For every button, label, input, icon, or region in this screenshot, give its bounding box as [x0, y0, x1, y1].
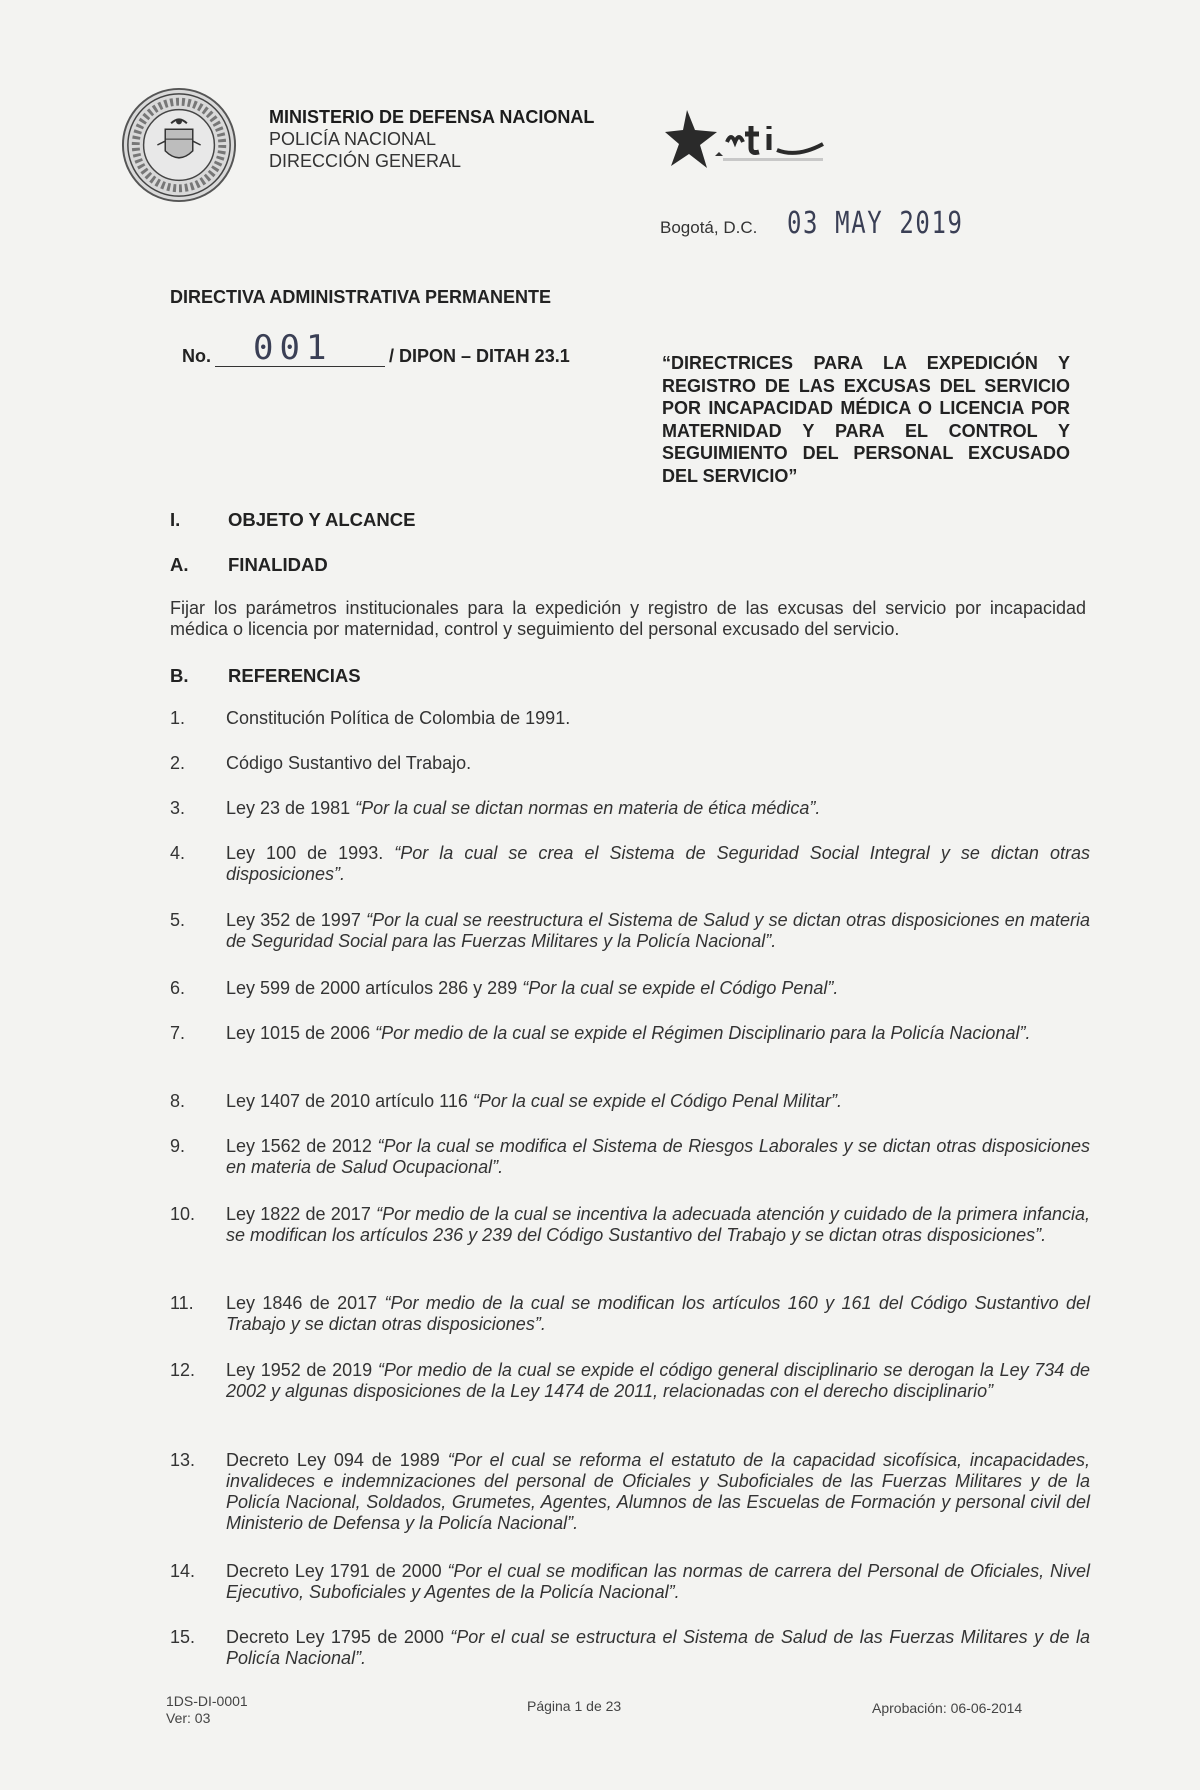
ref-number: 3.	[170, 798, 186, 818]
list-item	[166, 1450, 1090, 1534]
ref-number: 7.	[170, 1023, 186, 1043]
ref-text: Ley 23 de 1981	[226, 798, 356, 818]
section-title: FINALIDAD	[228, 554, 328, 575]
directive-subject: “DIRECTRICES PARA LA EXPEDICIÓN Y REGISTRO DE LAS EXCUSAS DEL SERVICIO POR INCAPACIDAD MÉDICA O LICENCIA POR MATERNIDAD Y PARA EL CONTROL Y SEGUIMIENTO DEL PERSONAL EXCUSADO DEL SERVICIO”	[662, 353, 1070, 486]
ref-title: “Por medio de la cual se modifican los artículos 160 y 161 del Código Sustantivo del Trabajo y se dictan otras disposiciones”.	[226, 1293, 1090, 1334]
ref-number: 14.	[170, 1561, 196, 1581]
ref-text: Decreto Ley 094 de 1989	[226, 1450, 448, 1470]
list-item	[166, 1561, 1090, 1603]
list-item	[166, 910, 1090, 952]
finalidad-text: Fijar los parámetros institucionales para la expedición y registro de las excusas del servicio por incapacidad médica o licencia por maternidad, control y seguimiento del personal excusado del servicio.	[170, 598, 1086, 639]
directive-number-row	[182, 328, 570, 368]
section-title: REFERENCIAS	[228, 665, 361, 686]
list-item	[166, 708, 1090, 729]
list-item	[166, 1136, 1090, 1178]
doc-version: Ver: 03	[166, 1710, 211, 1726]
ref-number: 10.	[170, 1204, 196, 1224]
list-item	[166, 978, 1090, 999]
list-item	[166, 843, 1090, 885]
star-brand-logo-icon	[665, 106, 835, 176]
page-number: Página 1 de 23	[527, 1698, 622, 1714]
date-line	[660, 206, 1008, 241]
date-city: Bogotá, D.C.	[660, 218, 758, 237]
ref-title: “Por el cual se estructura el Sistema de Salud de las Fuerzas Militares y de la Policía Nacional”.	[226, 1627, 1090, 1668]
ref-text: Decreto Ley 1795 de 2000	[226, 1627, 451, 1647]
police-name: POLICÍA NACIONAL	[269, 129, 437, 149]
approval-date: Aprobación: 06-06-2014	[872, 1700, 1023, 1716]
section-title: OBJETO Y ALCANCE	[228, 509, 416, 530]
ref-text: Código Sustantivo del Trabajo.	[226, 753, 472, 773]
list-item	[166, 1204, 1090, 1246]
ref-title: “Por medio de la cual se incentiva la adecuada atención y cuidado de la primera infancia, se modifican los artículos 236 y 239 del Código Sustantivo del Trabajo y se dictan otras disposiciones”.	[226, 1204, 1090, 1245]
date-stamp: 03 MAY 2019	[787, 206, 964, 241]
list-item	[166, 1293, 1090, 1335]
list-item	[166, 1091, 1090, 1112]
ref-title: “Por la cual se expide el Código Penal”.	[522, 978, 839, 998]
ref-title: “Por la cual se expide el Código Penal Militar”.	[472, 1091, 843, 1111]
ref-title: “Por la cual se dictan normas en materia de ética médica”.	[355, 798, 821, 818]
directive-code: / DIPON – DITAH 23.1	[389, 346, 570, 366]
ministry-header	[269, 106, 594, 172]
list-item	[166, 1023, 1090, 1044]
ref-title: “Por la cual se crea el Sistema de Seguridad Social Integral y se dictan otras disposiciones”.	[226, 843, 1090, 884]
ref-text: Constitución Política de Colombia de 1991.	[226, 708, 571, 728]
section-marker: B.	[170, 665, 189, 686]
ref-title: “Por medio de la cual se expide el Régimen Disciplinario para la Policía Nacional”.	[375, 1023, 1031, 1043]
ref-number: 6.	[170, 978, 186, 998]
directive-type: DIRECTIVA ADMINISTRATIVA PERMANENTE	[170, 287, 551, 307]
ref-number: 2.	[170, 753, 186, 773]
ref-number: 11.	[170, 1293, 194, 1313]
ref-number: 15.	[170, 1627, 196, 1647]
ref-number: 8.	[170, 1091, 186, 1111]
list-item	[166, 1627, 1090, 1669]
ref-text: Ley 1822 de 2017	[226, 1204, 377, 1224]
ministry-name: MINISTERIO DE DEFENSA NACIONAL	[269, 107, 595, 127]
section-marker: A.	[170, 554, 189, 575]
ref-number: 4.	[170, 843, 186, 863]
ref-text: Ley 599 de 2000 artículos 286 y 289	[226, 978, 523, 998]
ref-number: 1.	[170, 708, 186, 728]
ref-text: Ley 1562 de 2012	[226, 1136, 378, 1156]
ref-title: “Por el cual se modifican las normas de carrera del Personal de Oficiales, Nivel Ejecutivo, Suboficiales y Agentes de la Policía Nacional”.	[226, 1561, 1090, 1602]
ref-text: Ley 1846 de 2017	[226, 1293, 385, 1313]
ref-title: “Por la cual se modifica el Sistema de Riesgos Laborales y se dictan otras disposiciones en materia de Salud Ocupacional”.	[226, 1136, 1090, 1177]
ref-number: 12.	[170, 1360, 196, 1380]
list-item	[166, 1360, 1090, 1402]
police-seal-icon	[120, 86, 238, 204]
doc-code: 1DS-DI-0001	[166, 1693, 248, 1709]
section-marker: I.	[170, 509, 181, 530]
ref-title: “Por medio de la cual se expide el código general disciplinario se derogan la Ley 734 de 2002 y algunas disposiciones de la Ley 1474 de 2011, relacionadas con el derecho disciplinario”	[226, 1360, 1090, 1401]
number-line	[215, 328, 385, 368]
directorate-name: DIRECCIÓN GENERAL	[269, 151, 462, 171]
list-item	[166, 798, 1090, 819]
number-stamp: 001	[253, 328, 333, 368]
ref-text: Decreto Ley 1791 de 2000	[226, 1561, 448, 1581]
footer-doc-info	[166, 1693, 248, 1727]
ref-title: “Por la cual se reestructura el Sistema de Salud y se dictan otras disposiciones en materia de Seguridad Social para las Fuerzas Militares y la Policía Nacional”.	[226, 910, 1090, 951]
ref-text: Ley 100 de 1993.	[226, 843, 395, 863]
ref-text: Ley 1015 de 2006	[226, 1023, 376, 1043]
number-label: No.	[182, 346, 211, 366]
ref-number: 5.	[170, 910, 186, 930]
ref-number: 13.	[170, 1450, 196, 1470]
ref-title: “Por el cual se reforma el estatuto de la capacidad sicofísica, incapacidades, invalideces e indemnizaciones del personal de Oficiales y Suboficiales de las Fuerzas Militares y de la Policía Nacional, Soldados, Grumetes, Agentes, Alumnos de las Escuelas de Formación y personal civil del Ministerio de Defensa y la Policía Nacional”.	[226, 1450, 1090, 1533]
list-item	[166, 753, 1090, 774]
ref-number: 9.	[170, 1136, 186, 1156]
ref-text: Ley 1407 de 2010 artículo 116	[226, 1091, 473, 1111]
ref-text: Ley 352 de 1997	[226, 910, 367, 930]
ref-text: Ley 1952 de 2019	[226, 1360, 378, 1380]
